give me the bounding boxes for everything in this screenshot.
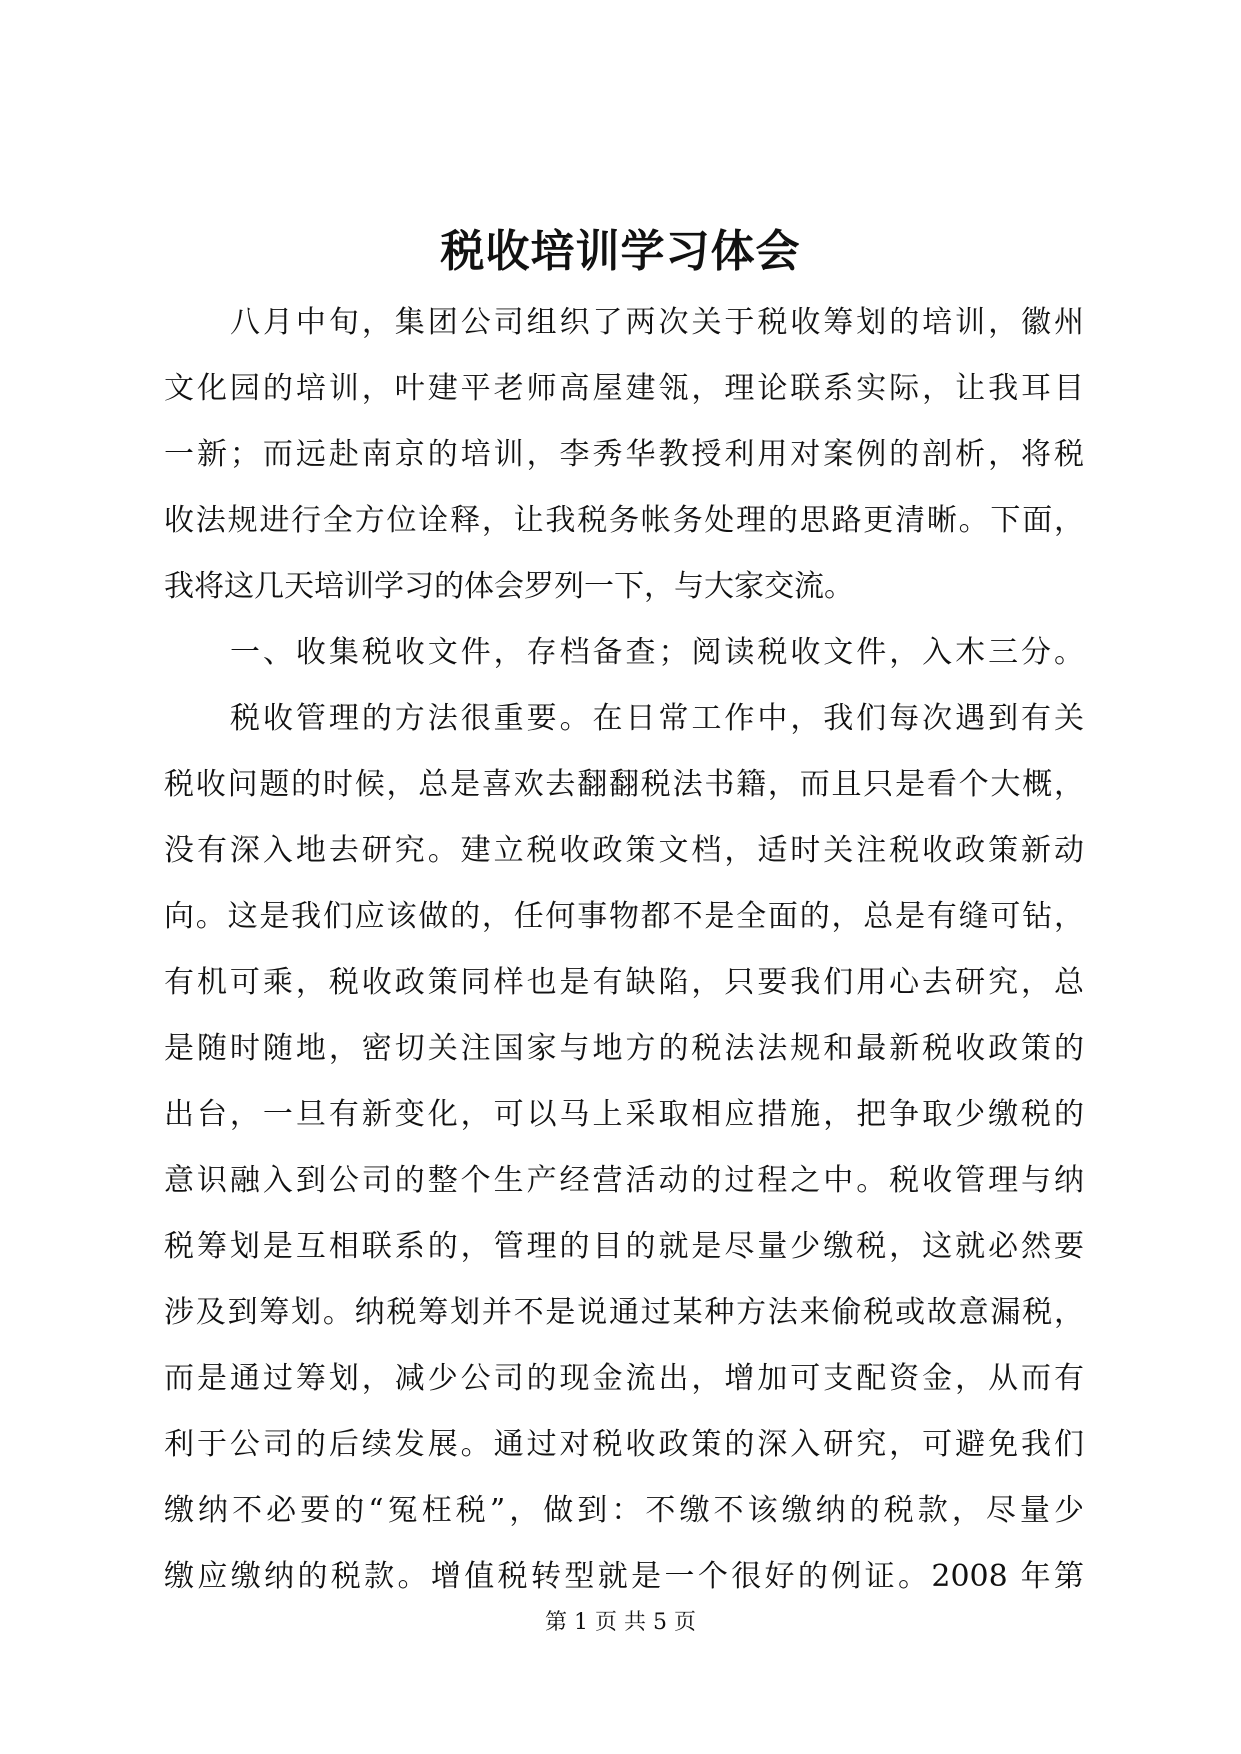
paragraph-line: 涉及到筹划。纳税筹划并不是说通过某种方法来偷税或故意漏税， [164, 1295, 1084, 1330]
paragraph-line: 利于公司的后续发展。通过对税收政策的深入研究，可避免我们 [164, 1427, 1084, 1462]
paragraph-line: 有机可乘，税收政策同样也是有缺陷，只要我们用心去研究，总 [164, 965, 1084, 1000]
paragraph-line: 而是通过筹划，减少公司的现金流出，增加可支配资金，从而有 [164, 1361, 1084, 1396]
paragraph-line: 缴纳不必要的“冤枉税”，做到：不缴不该缴纳的税款，尽量少 [164, 1493, 1084, 1528]
document-body [164, 290, 1084, 1610]
paragraph-line: 意识融入到公司的整个生产经营活动的过程之中。税收管理与纳 [164, 1163, 1084, 1198]
paragraph-line: 我将这几天培训学习的体会罗列一下，与大家交流。 [164, 569, 854, 604]
page-number-footer: 第 1 页 共 5 页 [545, 1610, 696, 1635]
paragraph-line: 收法规进行全方位诠释，让我税务帐务处理的思路更清晰。下面， [164, 503, 1084, 538]
section-heading: 一、收集税收文件，存档备查；阅读税收文件，入木三分。 [230, 635, 1084, 670]
paragraph-line: 税收问题的时候，总是喜欢去翻翻税法书籍，而且只是看个大概， [164, 767, 1084, 802]
paragraph-line: 税筹划是互相联系的，管理的目的就是尽量少缴税，这就必然要 [164, 1229, 1084, 1264]
paragraph-line: 八月中旬，集团公司组织了两次关于税收筹划的培训，徽州 [230, 305, 1084, 340]
paragraph-line: 税收管理的方法很重要。在日常工作中，我们每次遇到有关 [230, 701, 1084, 736]
paragraph-line: 没有深入地去研究。建立税收政策文档，适时关注税收政策新动 [164, 833, 1084, 868]
paragraph-line: 一新；而远赴南京的培训，李秀华教授利用对案例的剖析，将税 [164, 437, 1084, 472]
paragraph-line: 向。这是我们应该做的，任何事物都不是全面的，总是有缝可钻， [164, 899, 1084, 934]
paragraph-line: 文化园的培训，叶建平老师高屋建瓴，理论联系实际，让我耳目 [164, 371, 1084, 406]
paragraph-line: 是随时随地，密切关注国家与地方的税法法规和最新税收政策的 [164, 1031, 1084, 1066]
paragraph-line: 出台，一旦有新变化，可以马上采取相应措施，把争取少缴税的 [164, 1097, 1084, 1132]
document-title: 税收培训学习体会 [440, 226, 801, 277]
paragraph-line: 缴应缴纳的税款。增值税转型就是一个很好的例证。2008 年第 [164, 1559, 1084, 1594]
